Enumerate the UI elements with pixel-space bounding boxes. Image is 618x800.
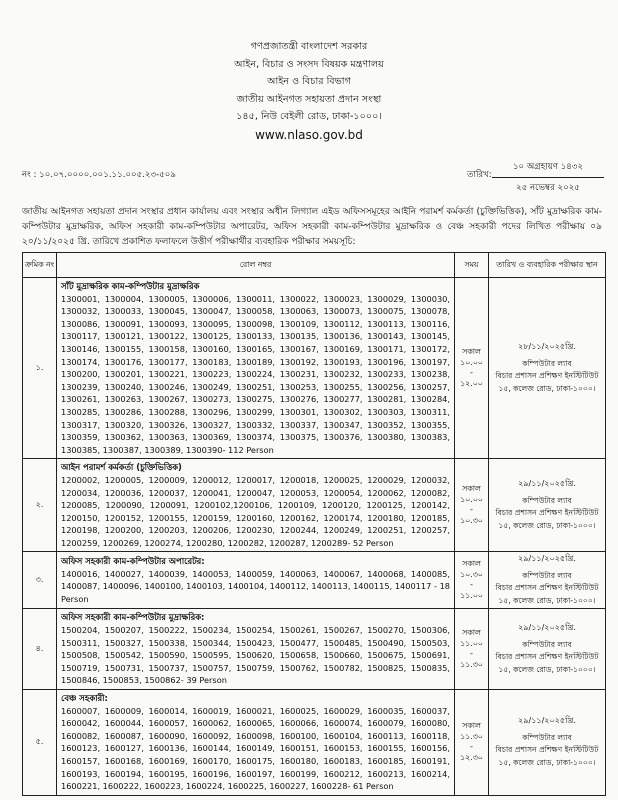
memo-number: নং : ১০.০৭.০০০০.০০১.১১.০০৫.২৩-৫০৯ (22, 170, 176, 180)
row-serial: ৩. (23, 552, 57, 609)
venue-institute: বিচার প্রশাসন প্রশিক্ষণ ইনস্টিটিউট (495, 745, 599, 755)
date-bangla: ১০ অগ্রহায়ণ ১৪৩২ (492, 160, 604, 178)
organization-line: জাতীয় আইনগত সহায়তা প্রদান সংস্থা (236, 93, 382, 105)
roll-numbers: 1600007, 1600009, 1600014, 1600019, 1600021, 1600025, 1600029, 1600035, 1600037, 1600042, 1600044, 1600057, 1600062, 1600065, 1600066, 1600074, 1600079, 1600080, 1600082, 1600087, 1600090, 1600092, 1600098, 1600100, 1600104, 1600113, 1600118, 1600123, 1600127, 1600136, 1600144, 1600149, 1600151, 1600153, 1600155, 1600156, 1600157, 1600168, 1600169, 1600170, 1600175, 1600180, 1600183, 1600185, 1600191, 1600193, 1600194, 1600195, 1600196, 1600197, 1600199, 1600212, 1600213, 1600214, 1600221, 1600222, 1600223, 1600224, 1600225, 1600227, 1600228- 61 Person (61, 705, 450, 792)
time-end: ১০.৩০ (460, 515, 483, 525)
roll-cell (57, 690, 455, 796)
venue-lab: কম্পিউটার ল্যাব (522, 639, 572, 649)
time-end: ১২.০০ (460, 378, 483, 388)
venue-institute: বিচার প্রশাসন প্রশিক্ষণ ইনস্টিটিউট (495, 371, 599, 381)
time-separator: - (470, 580, 473, 590)
roll-numbers: 1200002, 1200005, 1200009, 1200012, 1200017, 1200018, 1200025, 1200029, 1200032, 1200034, 1200036, 1200037, 1200041, 1200047, 1200053, 1200054, 1200062, 1200082, 1200085, 1200090, 1200091, 1200102,1200106, 1200109, 1200120, 1200125, 1200142, 1200150, 1200152, 1200155, 1200159, 1200160, 1200162, 1200174, 1200180, 1200185, 1200198, 1200200, 1200203, 1200206, 1200230, 1200244, 1200249, 1200251, 1200257, 1200259, 1200269, 1200274, 1200280, 1200282, 1200287, 1200289- 52 Person (61, 474, 450, 548)
time-start: সকাল ১১.০০ (460, 628, 483, 648)
row-serial: ১. (23, 278, 57, 459)
roll-numbers: 1300001, 1300004, 1300005, 1300006, 1300011, 1300022, 1300023, 1300029, 1300030, 1300032, 1300033, 1300045, 1300047, 1300058, 1300063, 1300073, 1300075, 1300078, 1300086, 1300091, 1300093, 1300095, 1300098, 1300109, 1300112, 1300113, 1300116, 1300117, 1300121, 1300122, 1300125, 1300133, 1300135, 1300136, 1300143, 1300145, 1300146, 1300155, 1300158, 1300160, 1300165, 1300167, 1300169, 1300171, 1300172, 1300174, 1300176, 1300177, 1300183, 1300189, 1300192, 1300193, 1300196, 1300197, 1300200, 1300201, 1300221, 1300223, 1300224, 1300231, 1300232, 1300233, 1300238, 1300239, 1300240, 1300246, 1300249, 1300251, 1300253, 1300255, 1300256, 1300257, 1300261, 1300263, 1300267, 1300273, 1300275, 1300276, 1300277, 1300281, 1300284, 1300285, 1300286, 1300288, 1300296, 1300299, 1300301, 1300302, 1300303, 1300311, 1300317, 1300320, 1300326, 1300327, 1300332, 1300337, 1300347, 1300352, 1300355, 1300359, 1300362, 1300363, 1300369, 1300374, 1300375, 1300376, 1300380, 1300383, 1300385, 1300387, 1300389, 1300390- 112 Person (61, 293, 450, 455)
table-header-row (23, 253, 606, 278)
venue-cell (489, 609, 606, 690)
website-link[interactable]: www.nlaso.gov.bd (255, 127, 363, 142)
venue-lab: কম্পিউটার ল্যাব (522, 495, 572, 505)
venue-cell (489, 690, 606, 796)
post-title: আইন পরামর্শ কর্মকর্তা (চুক্তিভিত্তিক) (61, 462, 182, 473)
intro-paragraph: জাতীয় আইনগত সহায়তা প্রদান সংস্থার প্রধান কার্যালয় এবং সংস্থার অধীন লিগ্যাল এইড অফিসসমূহের আইনি পরামর্শ কর্মকর্তা (চুক্তিভিত্তিক), সাঁট মুদ্রাক্ষরিক কাম-কম্পিউটার মুদ্রাক্ষরিক, অফিস সহকারী কাম-কম্পিউটার অপারেটর, অফিস সহকারী কাম-কম্পিউটার মুদ্রাক্ষরিক ও বেঞ্চ সহকারী পদের লিখিত পরীক্ষায় ০৯ ২০/১১/২০২৫ খ্রি. তারিখে প্রকাশিত ফলাফলে উত্তীর্ণ পরীক্ষার্থীর ব্যবহারিক পরীক্ষার সময়সূচি: (22, 207, 602, 247)
venue-date: ২৯/১১/২০২৫খ্রি. (518, 479, 576, 489)
row-serial: ৫. (23, 690, 57, 796)
time-separator: - (470, 368, 473, 378)
government-line: গণপ্রজাতন্ত্রী বাংলাদেশ সরকার (250, 41, 368, 52)
roll-numbers: 1500204, 1500207, 1500222, 1500234, 1500254, 1500261, 1500267, 1500270, 1500306, 1500311, 1500327, 1500338, 1500344, 1500423, 1500477, 1500485, 1500490, 1500503, 1500508, 1500542, 1500590, 1500595, 1500620, 1500658, 1500660, 1500675, 1500691, 1500719, 1500731, 1500737, 1500757, 1500759, 1500762, 1500782, 1500825, 1500835, 1500846, 1500853, 1500862- 39 Person (61, 625, 450, 686)
venue-institute: বিচার প্রশাসন প্রশিক্ষণ ইনস্টিটিউট (495, 508, 599, 518)
letterhead (0, 38, 618, 144)
venue-institute: বিচার প্রশাসন প্রশিক্ষণ ইনস্টিটিউট (495, 652, 599, 662)
post-title: অফিস সহকারী কাম-কম্পিউটার অপারেটর: (61, 556, 205, 567)
time-separator: - (470, 742, 473, 752)
time-cell (455, 690, 489, 796)
time-start: সকাল ১১.৩০ (460, 721, 483, 741)
roll-cell (57, 278, 455, 459)
date-english: ২৫ নভেম্বর ২০২৫ (516, 183, 580, 193)
roll-numbers: 1400016, 1400027, 1400039, 1400053, 1400059, 1400063, 1400067, 1400068, 1400085, 1400087, 1400096, 1400100, 1400103, 1400104, 1400112, 1400113, 1400115, 1400117 - 18 Person (61, 568, 450, 605)
venue-address: ১৫, কলেজ রোড, ঢাকা-১০০০। (498, 664, 596, 674)
row-serial: ২. (23, 459, 57, 552)
table-row (23, 278, 606, 459)
memo-row (22, 160, 602, 194)
time-end: ১২.৩০ (460, 752, 483, 762)
venue-address: ১৫, কলেজ রোড, ঢাকা-১০০০। (498, 383, 596, 393)
time-separator: - (470, 505, 473, 515)
time-separator: - (470, 649, 473, 659)
time-start: সকাল ১০.৩০ (460, 559, 483, 579)
address-line: ১৪৫, নিউ বেইলী রোড, ঢাকা-১০০০। (236, 111, 382, 122)
venue-institute: বিচার প্রশাসন প্রশিক্ষণ ইনস্টিটিউট (495, 583, 599, 593)
time-end: ১১.৩০ (460, 659, 483, 669)
date-label: তারিখ: (467, 170, 492, 180)
venue-cell (489, 278, 606, 459)
time-cell (455, 552, 489, 609)
venue-address: ১৫, কলেজ রোড, ঢাকা-১০০০। (498, 520, 596, 530)
venue-date: ২৮/১১/২০২৫খ্রি. (518, 342, 576, 352)
venue-date: ২৯/১১/২০২৫খ্রি. (518, 623, 576, 633)
division-line: আইন ও বিচার বিভাগ (267, 76, 351, 87)
venue-date: ২৯/১১/২০২৫খ্রি. (518, 716, 576, 726)
date-box (492, 160, 604, 195)
venue-date: ২৯/১১/২০২৫খ্রি. (518, 554, 576, 564)
time-start: সকাল ১০.০০ (460, 484, 483, 504)
venue-cell (489, 552, 606, 609)
venue-lab: কম্পিউটার ল্যাব (522, 732, 572, 742)
time-end: ১১.০০ (460, 590, 483, 600)
table-row (23, 552, 606, 609)
post-title: সাঁট মুদ্রাক্ষরিক কাম-কম্পিউটার মুদ্রাক্ষরিক (61, 281, 200, 291)
venue-lab: কম্পিউটার ল্যাব (522, 358, 572, 368)
schedule-table (22, 252, 606, 796)
header-rolls: রোল নম্বর (57, 253, 455, 278)
post-title: বেঞ্চ সহকারী: (61, 693, 108, 704)
time-cell (455, 459, 489, 552)
table-row (23, 690, 606, 796)
roll-cell (57, 552, 455, 609)
table-row (23, 459, 606, 552)
time-start: সকাল ১০.০০ (460, 347, 483, 367)
time-cell (455, 609, 489, 690)
header-venue: তারিখ ও ব্যবহারিক পরীক্ষার স্থান (489, 253, 606, 278)
venue-address: ১৫, কলেজ রোড, ঢাকা-১০০০। (498, 757, 596, 767)
venue-cell (489, 459, 606, 552)
time-cell (455, 278, 489, 459)
roll-cell (57, 609, 455, 690)
post-title: অফিস সহকারী কাম-কম্পিউটার মুদ্রাক্ষরিক: (61, 612, 205, 623)
ministry-line: আইন, বিচার ও সংসদ বিষয়ক মন্ত্রণালয় (234, 58, 384, 70)
header-serial: ক্রমিক নং (23, 253, 57, 278)
row-serial: ৪. (23, 609, 57, 690)
table-row (23, 609, 606, 690)
roll-cell (57, 459, 455, 552)
venue-lab: কম্পিউটার ল্যাব (522, 570, 572, 580)
venue-address: ১৫, কলেজ রোড, ঢাকা-১০০০। (498, 595, 596, 605)
header-time: সময় (455, 253, 489, 278)
